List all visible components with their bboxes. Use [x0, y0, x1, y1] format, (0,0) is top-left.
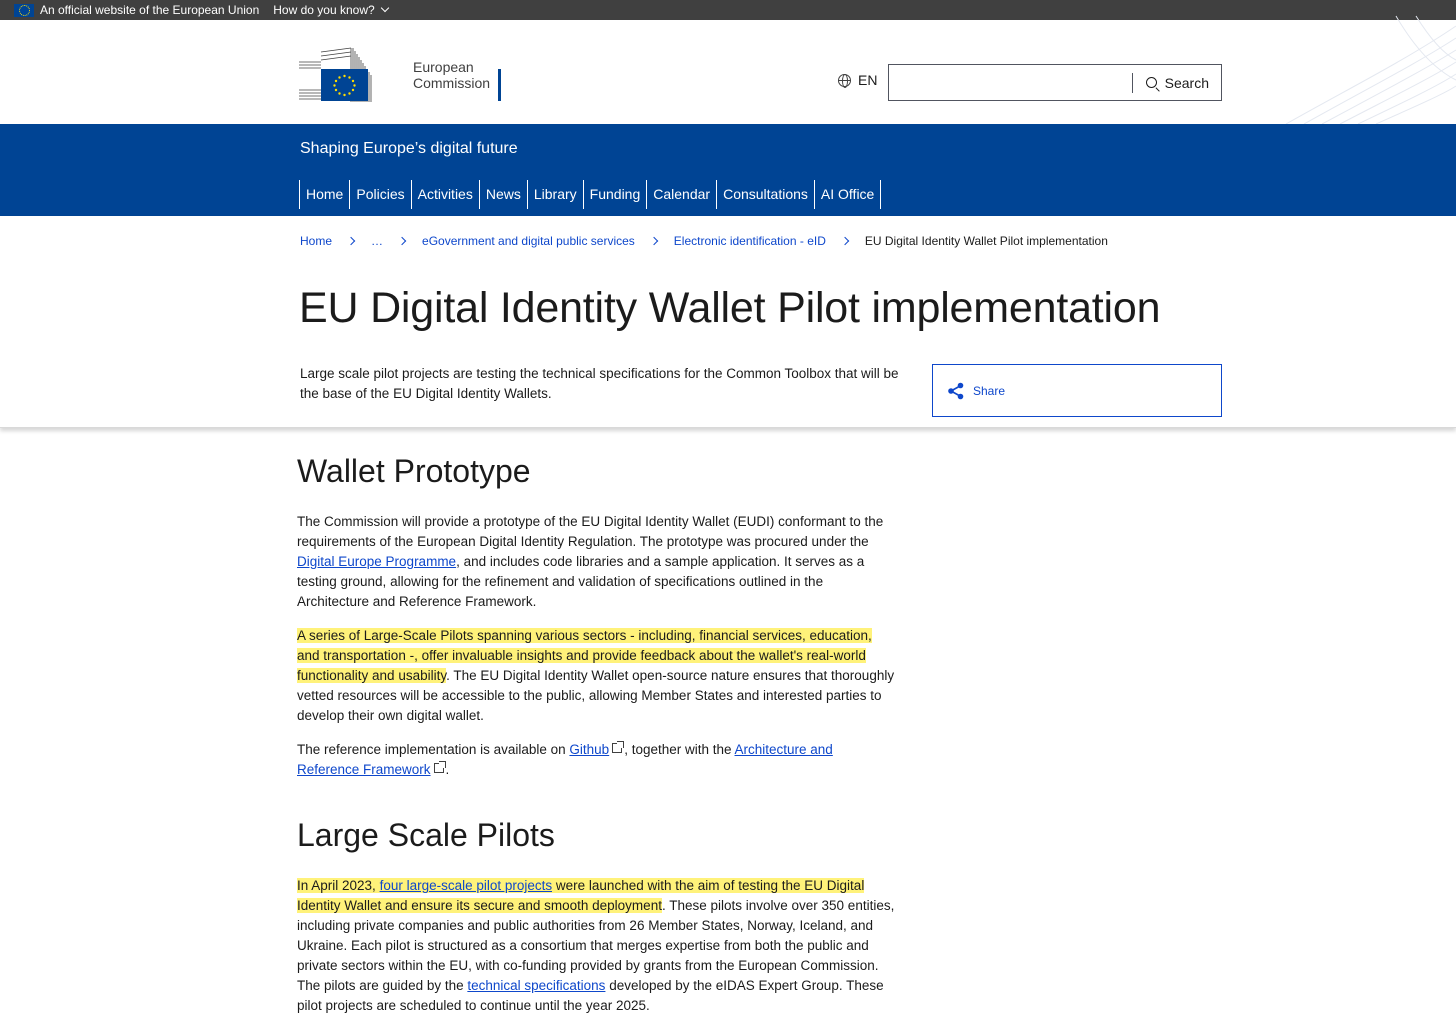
logo-line-commission: Commission [413, 75, 491, 91]
menu-item-news[interactable]: News [479, 180, 527, 209]
menu-item-library[interactable]: Library [527, 180, 583, 209]
highlighted-text: A series of Large-Scale Pilots spanning various sectors - including, financial services, education, and transportation -, offer invaluable insights and provide feedback about the wallet's real-world functionality and usability [297, 628, 872, 683]
menu-item-calendar[interactable]: Calendar [646, 180, 716, 209]
text: The Commission will provide a prototype of the EU Digital Identity Wallet (EUDI) conformant to the requirements of the European Digital Identity Regulation. The prototype was procured under the [297, 514, 884, 549]
text: developed by the eIDAS Expert Group. These pilot projects are scheduled to continue until the year 2025. [297, 978, 884, 1013]
official-text: An official website of the European Union [40, 3, 260, 17]
text: . These pilots involve over 350 entities, including private companies and public authorities from 26 Member States, Norway, Iceland, and Ukraine. Each pilot is structured as a consortium that merges expertise from both the public and private sectors within the EU, with co-funding provided by grants from the European Commission. The pilots are guided by the [297, 898, 895, 993]
wallet-paragraph-2 [297, 626, 897, 726]
text: . The EU Digital Identity Wallet open-source nature ensures that thoroughly vetted resources will be accessible to the public, allowing Member States and interested parties to develop their own digital wallet. [297, 668, 895, 723]
how-do-you-know-label: How do you know? [273, 3, 375, 17]
page-intro: Large scale pilot projects are testing the technical specifications for the Common Toolbox that will be the base of the EU Digital Identity Wallets. [300, 366, 899, 401]
language-code: EN [858, 72, 878, 88]
header-decoration [1256, 20, 1456, 124]
official-notice [14, 3, 259, 17]
logo-divider [498, 69, 501, 101]
chevron-down-icon [380, 4, 388, 12]
site-header [0, 20, 1456, 124]
chevron-right-icon [650, 237, 658, 245]
search-input[interactable] [889, 65, 1132, 100]
breadcrumb [300, 234, 1108, 248]
commission-building-icon [299, 48, 371, 102]
architecture-reference-framework-link[interactable]: Architecture and Reference Framework [297, 742, 833, 777]
menu-item-home[interactable]: Home [299, 180, 349, 209]
breadcrumb-ellipsis[interactable]: … [371, 234, 384, 248]
menu-item-consultations[interactable]: Consultations [716, 180, 814, 209]
chevron-right-icon [347, 237, 355, 245]
text: The reference implementation is available on [297, 742, 570, 757]
site-navigation-band [0, 124, 1456, 216]
breadcrumb-current: EU Digital Identity Wallet Pilot implementation [864, 234, 1108, 248]
four-large-scale-pilot-projects-link[interactable]: four large-scale pilot projects [379, 878, 553, 893]
highlighted-text: In April 2023, [297, 878, 380, 893]
search-button-label: Search [1164, 74, 1209, 91]
pilots-paragraph-1 [297, 876, 897, 1016]
search-button[interactable] [1133, 75, 1221, 91]
github-link[interactable]: Github [569, 742, 610, 757]
share-button[interactable] [932, 364, 1222, 417]
section-spacer [297, 794, 897, 814]
chevron-right-icon [841, 237, 849, 245]
eu-flag-icon [14, 4, 34, 17]
text: , and includes code libraries and a sample application. It serves as a testing ground, allowing for the refinement and validation of specifications outlined in the Architecture and Reference Framework. [297, 554, 865, 609]
menu-item-activities[interactable]: Activities [411, 180, 479, 209]
site-name[interactable]: Shaping Europe’s digital future [300, 140, 518, 157]
european-commission-logo[interactable] [299, 48, 504, 102]
breadcrumb-egovernment[interactable]: eGovernment and digital public services [422, 234, 635, 248]
official-eu-strip [0, 0, 1456, 20]
page-header [0, 216, 1456, 428]
menu-item-funding[interactable]: Funding [583, 180, 647, 209]
highlighted-text: were launched with the aim of testing the EU Digital Identity Wallet and ensure its secure and smooth deployment [297, 878, 865, 913]
language-selector[interactable] [838, 72, 877, 88]
wallet-paragraph-3 [297, 740, 897, 780]
chevron-right-icon [398, 237, 406, 245]
external-link-icon [612, 743, 622, 753]
how-do-you-know-toggle[interactable] [273, 3, 387, 17]
share-icon [947, 382, 965, 400]
menu-item-policies[interactable]: Policies [349, 180, 410, 209]
text: . [445, 762, 450, 777]
external-link-icon [434, 763, 444, 773]
wallet-prototype-heading: Wallet Prototype [297, 453, 531, 489]
technical-specifications-link[interactable]: technical specifications [467, 978, 606, 993]
text: , together with the [624, 742, 735, 757]
logo-text [413, 59, 490, 91]
breadcrumb-eid[interactable]: Electronic identification - eID [673, 234, 826, 248]
wallet-paragraph-1 [297, 512, 897, 612]
search-icon [1146, 77, 1157, 88]
breadcrumb-home[interactable]: Home [300, 234, 333, 248]
main-menu [299, 180, 881, 209]
page-title: EU Digital Identity Wallet Pilot implementation [299, 284, 1161, 332]
share-label: Share [973, 383, 1006, 398]
digital-europe-programme-link[interactable]: Digital Europe Programme [297, 554, 457, 569]
search-form [888, 64, 1222, 101]
main-content [297, 450, 897, 1030]
globe-icon [838, 74, 851, 87]
menu-item-ai-office[interactable]: AI Office [814, 180, 881, 209]
large-scale-pilots-heading: Large Scale Pilots [297, 817, 555, 853]
logo-line-european: European [413, 59, 474, 75]
